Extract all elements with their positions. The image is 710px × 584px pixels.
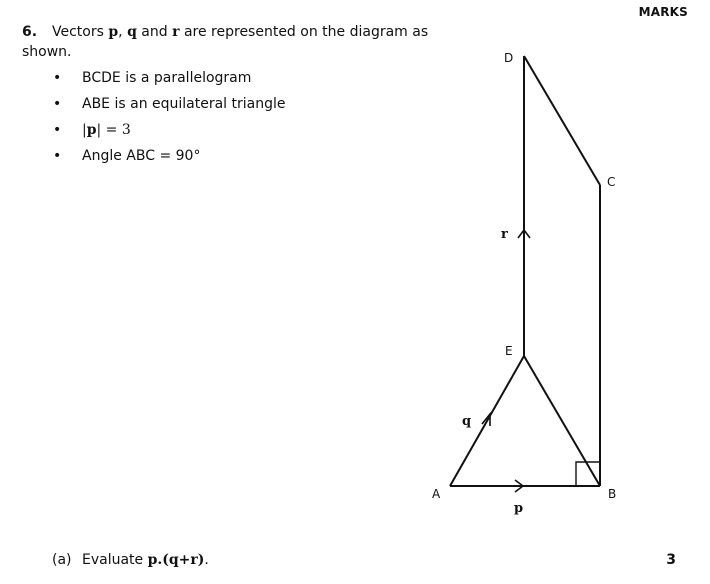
question-intro: [22, 22, 472, 62]
intro-and: and: [136, 24, 173, 40]
modulus-vector-p: p: [86, 122, 97, 138]
given-facts-list: [22, 68, 472, 172]
bullet-icon: •: [53, 96, 62, 112]
bullet-icon: •: [53, 122, 62, 138]
given-fact: [22, 68, 472, 94]
vector-label-q: q: [462, 414, 472, 429]
modulus-bar-close: |: [96, 122, 102, 138]
vector-label-p: p: [514, 501, 524, 516]
intro-vector-p: p: [108, 24, 119, 40]
intro-vector-r: r: [172, 24, 180, 40]
point-label-B: B: [608, 487, 617, 501]
part-a-expression: p.(q+r): [147, 552, 205, 568]
point-label-C: C: [607, 175, 616, 189]
given-fact: [22, 146, 472, 172]
point-label-E: E: [505, 344, 513, 358]
vector-diagram: [420, 40, 680, 520]
point-label-A: A: [432, 487, 441, 501]
given-fact: [22, 120, 472, 146]
side-EB: [524, 356, 600, 486]
bullet-icon: •: [53, 70, 62, 86]
given-fact: [22, 94, 472, 120]
bullet-icon: •: [53, 148, 62, 164]
given-fact-text: Angle ABC = 90°: [82, 148, 201, 164]
modulus-bar-open: |: [82, 122, 87, 138]
part-a-text-end: .: [204, 552, 209, 568]
intro-comma: ,: [118, 24, 128, 40]
part-a-text-start: Evaluate: [82, 552, 148, 568]
side-DC: [524, 56, 600, 185]
intro-vector-q: q: [127, 24, 137, 40]
point-label-D: D: [504, 51, 514, 65]
marks-header: MARKS: [638, 5, 688, 19]
given-fact-text: BCDE is a parallelogram: [82, 70, 252, 86]
part-a-label: (a): [52, 552, 72, 568]
question-number: 6.: [22, 24, 38, 40]
part-a-marks: 3: [666, 552, 676, 568]
given-fact-text: ABE is an equilateral triangle: [82, 96, 286, 112]
vector-label-r: r: [501, 227, 508, 242]
modulus-value: = 3: [101, 122, 131, 138]
question-6: [22, 22, 472, 172]
intro-start: Vectors: [52, 24, 109, 40]
part-a: [52, 552, 209, 568]
intro-end: are represented on the diagram as shown.: [22, 24, 429, 60]
